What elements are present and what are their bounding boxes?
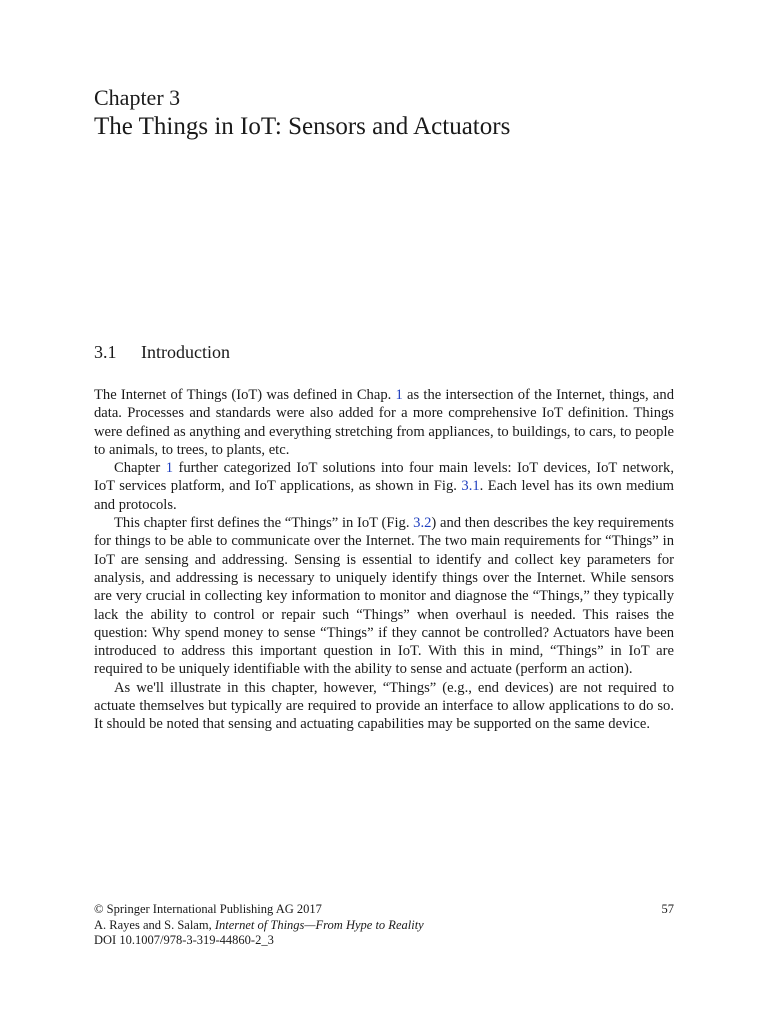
chapter-reference-link[interactable]: 1 bbox=[395, 387, 403, 403]
section-title: Introduction bbox=[141, 342, 230, 362]
paragraph-text: Chapter bbox=[114, 460, 166, 477]
chapter-label: Chapter 3 bbox=[94, 85, 181, 110]
authors: A. Rayes and S. Salam, bbox=[94, 917, 215, 932]
paragraph-text: ) and then describes the key requirements for things to be able to communicate over the Internet. The two main requirements for “Things” in IoT are sensing and addressing. Sensing is essential to identify and collect key parameters for analysis, and addressing is necessary to uniquely identify things over the Internet. While sensors are very crucial in collecting key information to monitor and diagnose the “Things,” they typically lack the ability to control or repair such “Things” when overhaul is needed. This raises the question: Why spend money to sense “Things” if they cannot be controlled? Actuators have been introduced to address this important question in IoT. With this in mind, “Things” in IoT are required to be uniquely identifiable with the ability to sense and actuate (perform an action). bbox=[94, 515, 674, 678]
paragraph-1 bbox=[94, 386, 674, 459]
paragraph-3 bbox=[94, 514, 674, 679]
figure-reference-link[interactable]: 3.2 bbox=[413, 515, 432, 532]
chapter-title: The Things in IoT: Sensors and Actuators bbox=[94, 113, 511, 140]
paragraph-4 bbox=[94, 679, 674, 734]
book-title: Internet of Things—From Hype to Reality bbox=[214, 917, 424, 932]
body-text bbox=[94, 386, 674, 734]
paragraph-text: . Each level has its own medium and protocols. bbox=[94, 478, 674, 513]
paragraph-text: further categorized IoT solutions into four main levels: IoT devices, IoT network, IoT services platform, and IoT applications, as shown in Fig. bbox=[94, 460, 674, 495]
doi-line: DOI 10.1007/978-3-319-44860-2_3 bbox=[94, 933, 274, 947]
paragraph-2 bbox=[94, 459, 674, 514]
paragraph-text: As we'll illustrate in this chapter, however, “Things” (e.g., end devices) are not required to actuate themselves but typically are required to provide an interface to allow applications to do so. It should be noted that sensing and actuating capabilities may be supported on the same device. bbox=[94, 679, 674, 733]
paragraph-text: as the intersection of the Internet, things, and data. Processes and standards were also added for a more comprehensive IoT definition. Things were defined as anything and everything stretching from appliances, to buildings, to cars, to people to animals, to trees, to plants, etc. bbox=[94, 387, 674, 458]
chapter-reference-link[interactable]: 1 bbox=[165, 460, 173, 477]
page-footer bbox=[94, 902, 674, 949]
section-heading bbox=[94, 340, 230, 364]
figure-reference-link[interactable]: 3.1 bbox=[461, 478, 480, 495]
paragraph-text: This chapter first defines the “Things” in IoT (Fig. bbox=[114, 515, 414, 532]
paragraph-text: The Internet of Things (IoT) was defined in Chap. bbox=[94, 387, 396, 403]
section-number: 3.1 bbox=[94, 342, 117, 362]
citation-line bbox=[94, 918, 674, 934]
copyright-line: © Springer International Publishing AG 2017 bbox=[94, 902, 322, 916]
page-number: 57 bbox=[661, 902, 674, 916]
